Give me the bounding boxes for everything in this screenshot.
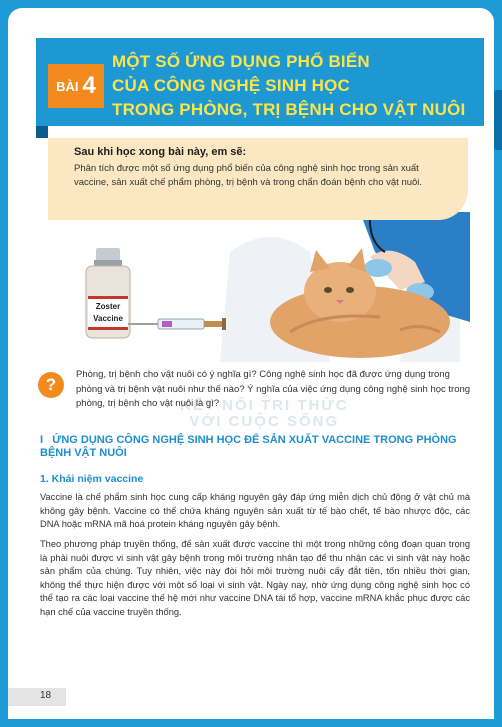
- page-number: 18: [40, 690, 52, 701]
- page-number-bar: [8, 688, 66, 706]
- objectives-box: [48, 138, 468, 220]
- watermark-line-2: VỚI CUỘC SỐNG: [189, 413, 340, 430]
- side-tab: [494, 90, 502, 150]
- subsection-heading: 1. Khái niệm vaccine: [40, 473, 144, 485]
- cat-vet-photo: [250, 212, 470, 362]
- lesson-label: BÀI: [56, 78, 79, 94]
- vial-label-line-1: Zoster: [95, 302, 121, 311]
- objectives-heading: Sau khi học xong bài này, em sẽ:: [74, 146, 247, 158]
- lesson-title-line-1: MỘT SỐ ỨNG DỤNG PHỔ BIẾN: [112, 52, 370, 71]
- section-title: ỨNG DỤNG CÔNG NGHỆ SINH HỌC ĐỂ SẢN XUẤT VACCINE TRONG PHÒNG BỆNH VẬT NUÔI: [40, 434, 457, 459]
- lesson-title-line-2: CỦA CÔNG NGHỆ SINH HỌC: [112, 76, 351, 95]
- question-mark-icon: ?: [38, 372, 64, 398]
- lesson-title-line-3: TRONG PHÒNG, TRỊ BỆNH CHO VẬT NUÔI: [112, 100, 466, 119]
- paragraph-2: Theo phương pháp truyền thống, để sản xuất được vaccine thì một trong những công đoạn quan trọng là phải nuôi được vi sinh vật gây bệnh trong môi trường nhân tạo để thu nhận các vi sinh vật này hoặc sản phẩm của chúng. Tuy nhiên, việc này đòi hỏi môi trường nuôi cấy đắt tiền, tốn nhiều thời gian, không thể thực hiện được với một số loại vi sinh vật. Ngày nay, nhờ ứng dụng công nghệ sinh học có thể tạo ra các loại vaccine thế hệ mới như vaccine DNA tái tổ hợp, vaccine mRNA khắc phục được các hạn chế của vaccine truyền thống.: [40, 539, 470, 617]
- section-heading: [40, 434, 480, 460]
- objectives-text: Phân tích được một số ứng dụng phổ biến của công nghệ sinh học trong sản xuất vaccine, sản xuất chế phẩm phòng, trị bệnh và trong chẩn đoán bệnh cho vật nuôi.: [74, 163, 423, 188]
- vaccine-vial-icon: [82, 248, 134, 340]
- paragraph-1: Vaccine là chế phẩm sinh học cung cấp kháng nguyên gây đáp ứng miễn dịch chủ động ở vật chủ mà không gây bệnh. Vaccine có thể chứa kháng nguyên sản xuất từ tế bào chết, tế bào nhược độc, các DNA hoặc mRNA mã hoá protein kháng nguyên gây bệnh.: [40, 492, 470, 530]
- section-number: I: [40, 434, 44, 446]
- vial-label-line-2: Vaccine: [93, 314, 123, 323]
- lesson-number: 4: [82, 72, 96, 99]
- watermark-line-1: KẾT NỐI TRI THỨC: [180, 397, 349, 414]
- lesson-badge: [48, 64, 104, 108]
- question-text: Phòng, trị bệnh cho vật nuôi có ý nghĩa gì? Công nghệ sinh học đã được ứng dụng trong phòng và trị bệnh vật nuôi như thế nào? Ý nghĩa của việc ứng dụng công nghệ sinh học trong phòng, trị bệnh cho vật nuôi là gì?: [76, 369, 471, 409]
- syringe-icon: [128, 316, 228, 332]
- header-fold: [36, 126, 48, 138]
